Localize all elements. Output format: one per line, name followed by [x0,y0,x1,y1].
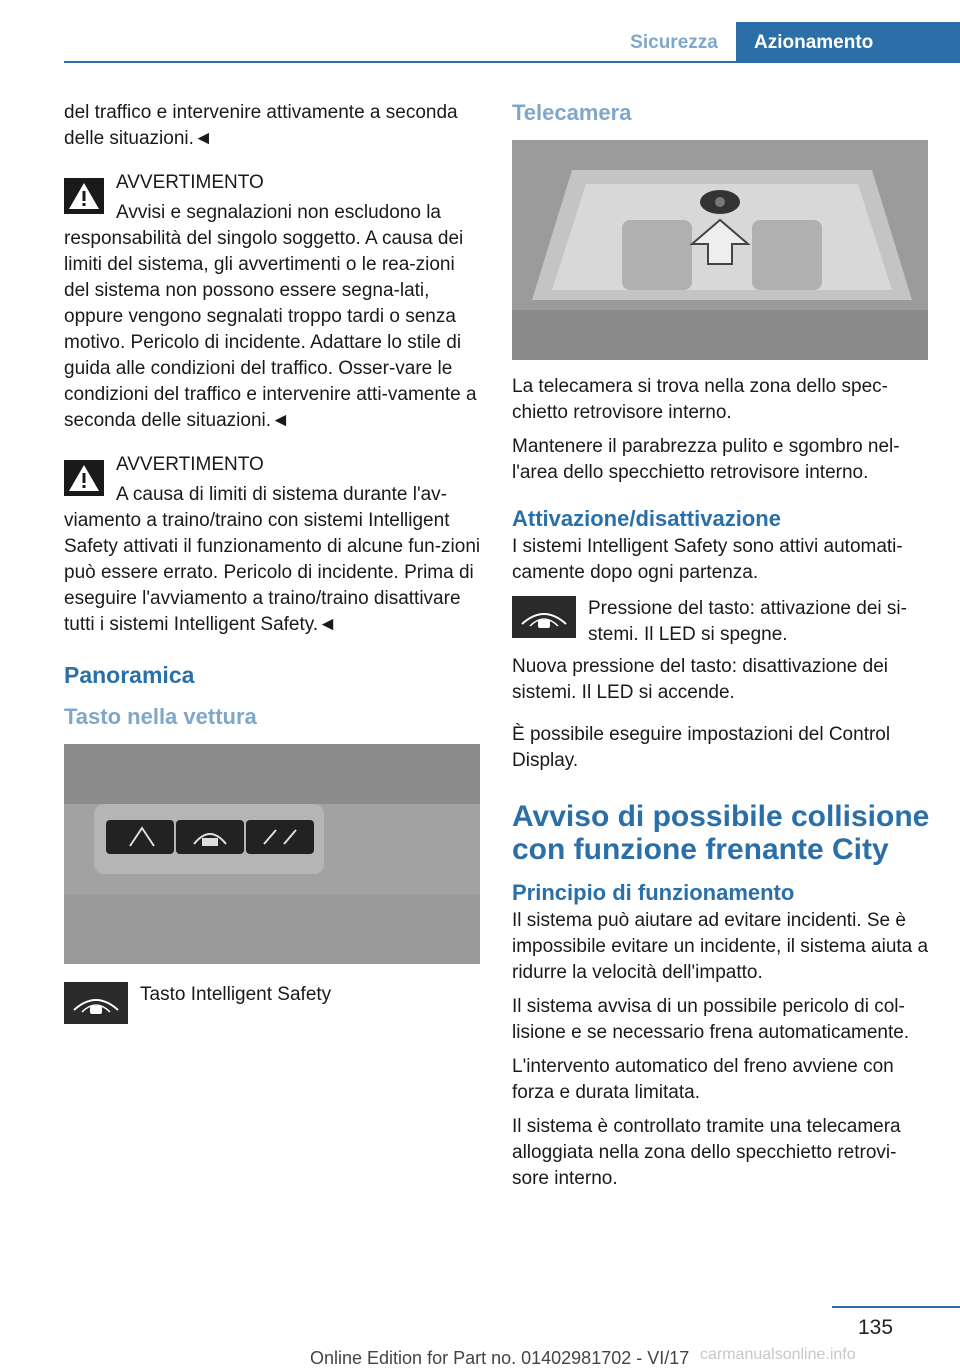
page-number: 135 [858,1316,894,1339]
camera-photo [512,140,928,360]
camera-clean-text: Mantenere il parabrezza pulito e sgombro nel‐l'area dello specchietto retrovisore interno. [512,436,900,483]
warning-text: responsabilità del singolo soggetto. A causa dei limiti del sistema, gli avvertimenti o le rea‐zioni del sistema non possono essere segna‐lati, oppure vengono segnalati troppo tardi o senza motivo. Pericolo di incidente. Adattare lo stile di guida alle condizioni del traffico. Osser‐vare le condizioni del traffico e intervenire atti‐vamente a seconda delle situazioni.◄ [64,228,477,431]
warning-icon [64,178,104,214]
principio-text-4: Il sistema è controllato tramite una telecamera alloggiata nella zona dello specchietto retrovi‐sore interno. [512,1116,901,1189]
press-text: Pressione del tasto: attivazione dei si‐stemi. Il LED si spegne. [588,598,907,645]
attivazione-text: I sistemi Intelligent Safety sono attivi automati‐camente dopo ogni partenza. [512,536,903,583]
right-column [512,100,930,1200]
intelligent-safety-button-icon [64,982,128,1024]
tab-sicurezza[interactable]: Sicurezza [630,32,718,53]
warning-text: viamento a traino/traino con sistemi Intelligent Safety attivati il funzionamento di alcune fun‐zioni può essere errato. Pericolo di incidente. Prima di eseguire l'avviamento a traino/traino disattivare tutti i sistemi Intelligent Safety.◄ [64,510,481,635]
warning-icon [64,460,104,496]
camera-location-text: La telecamera si trova nella zona dello spec‐chietto retrovisore interno. [512,376,888,423]
button-legend [64,982,482,1024]
button-panel-photo [64,744,480,964]
edition-text: Online Edition for Part no. 01402981702 - VI/17 [310,1348,690,1368]
principio-text-2: Il sistema avvisa di un possibile pericolo di col‐lisione e se necessario frena automaticamente. [512,996,910,1043]
intelligent-safety-button-icon [512,596,576,638]
heading-panoramica: Panoramica [64,662,195,688]
button-caption: Tasto Intelligent Safety [140,984,332,1005]
camera-image [512,140,928,360]
heading-tasto-vettura: Tasto nella vettura [64,704,257,729]
warning-title: AVVERTIMENTO [116,454,264,475]
warning-first-line: A causa di limiti di sistema durante l'av‐ [116,484,447,505]
warning-block-2 [64,452,482,638]
warning-title: AVVERTIMENTO [116,172,264,193]
heading-attivazione: Attivazione/disattivazione [512,506,781,531]
heading-telecamera: Telecamera [512,100,632,125]
press-legend [512,596,930,648]
warning-block-1 [64,170,482,434]
heading-avviso-collisione: Avviso di possibile collisione con funzione frenante City [512,800,930,866]
principio-text-1: Il sistema può aiutare ad evitare incidenti. Se è impossibile evitare un incidente, il sistema aiuta a ridurre la velocità dell'impatto. [512,910,929,983]
settings-note: È possibile eseguire impostazioni del Control Display. [512,724,891,771]
watermark: carmanualsonline.info [700,1346,856,1363]
principio-text-3: L'intervento automatico del freno avviene con forza e durata limitata. [512,1056,894,1103]
left-column [64,100,482,1024]
press-again-text: Nuova pressione del tasto: disattivazione dei sistemi. Il LED si accende. [512,656,889,703]
warning-first-line: Avvisi e segnalazioni non escludono la [116,202,441,223]
tab-azionamento[interactable]: Azionamento [736,22,960,63]
intro-text: del traffico e intervenire attivamente a seconda delle situazioni.◄ [64,102,458,149]
heading-principio: Principio di funzionamento [512,880,795,905]
button-panel-image [64,744,480,964]
footer-rule [832,1306,960,1308]
